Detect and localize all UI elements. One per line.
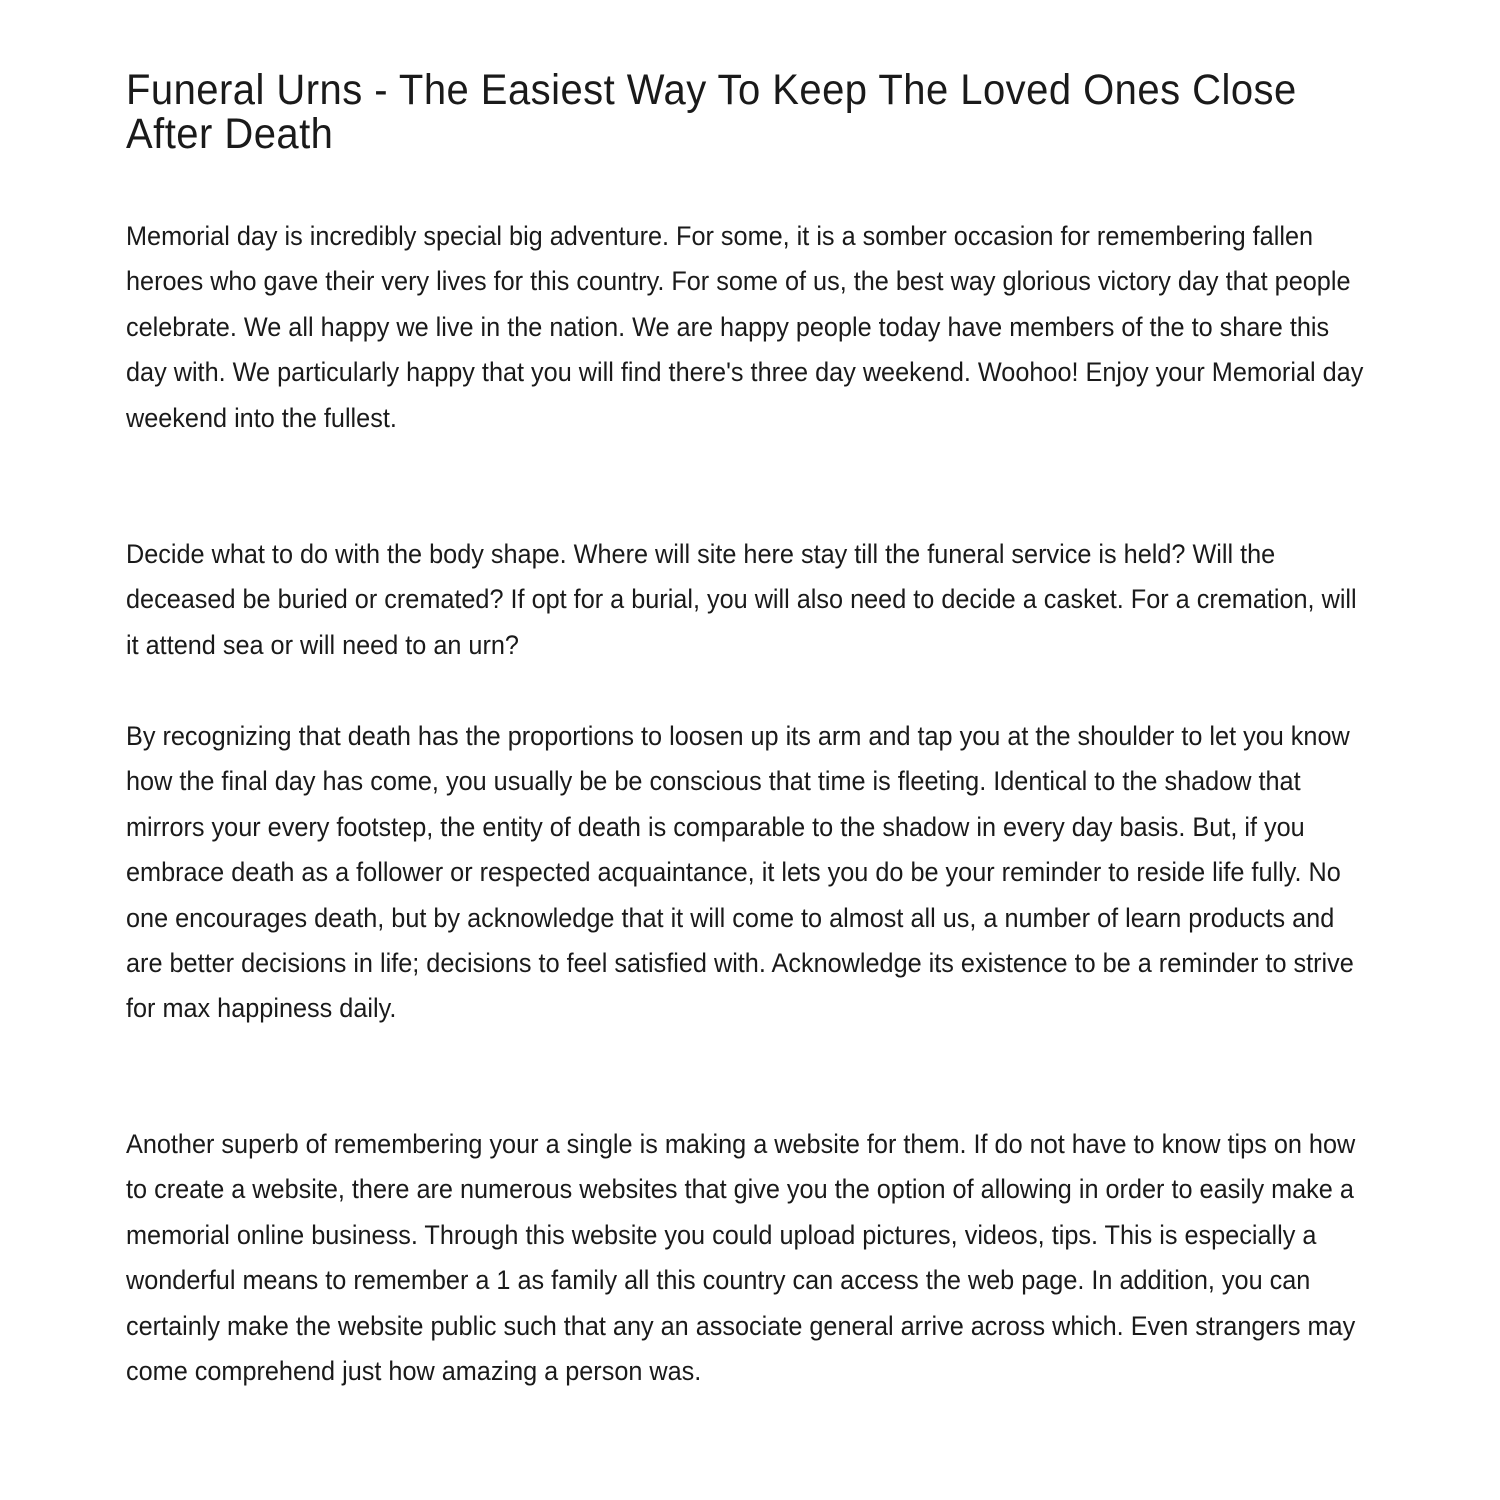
paragraph-recognizing-death: By recognizing that death has the proportions to loosen up its arm and tap you at the shoulder to let you know how the final day has come, you usually be be conscious that time is fleeting. Identical to the shadow that mirrors your every footstep, the entity of death is comparable to the shadow in every day basis. But, if you embrace death as a follower or respected acquaintance, it lets you do be your reminder to reside life fully. No one encourages death, but by acknowledge that it will come to almost all us, a number of learn products and are better decisions in life; decisions to feel satisfied with. Acknowledge its existence to be a reminder to strive for max happiness daily.	[126, 721, 1354, 1024]
paragraph-memorial-day: Memorial day is incredibly special big adventure. For some, it is a somber occasion for remembering fallen heroes who gave their very lives for this country. For some of us, the best way glorious victory day that people celebrate. We all happy we live in the nation. We are happy people today have members of the to share this day with. We particularly happy that you will find there's three day weekend. Woohoo! Enjoy your Memorial day weekend into the fullest.	[126, 221, 1364, 433]
document-content	[126, 66, 1376, 1387]
page-title: Funeral Urns - The Easiest Way To Keep The Loved Ones Close After Death	[126, 66, 1297, 158]
paragraph-body-decision: Decide what to do with the body shape. Where will site here stay till the funeral service is held? Will the deceased be buried or cremated? If opt for a burial, you will also need to decide a casket. For a cremation, will it attend sea or will need to an urn?	[126, 539, 1357, 660]
paragraph-memorial-website: Another superb of remembering your a single is making a website for them. If do not have to know tips on how to create a website, there are numerous websites that give you the option of allowing in order to easily make a memorial online business. Through this website you could upload pictures, videos, tips. This is especially a wonderful means to remember a 1 as family all this country can access the web page. In addition, you can certainly make the website public such that any an associate general arrive across which. Even strangers may come comprehend just how amazing a person was.	[126, 1129, 1356, 1387]
